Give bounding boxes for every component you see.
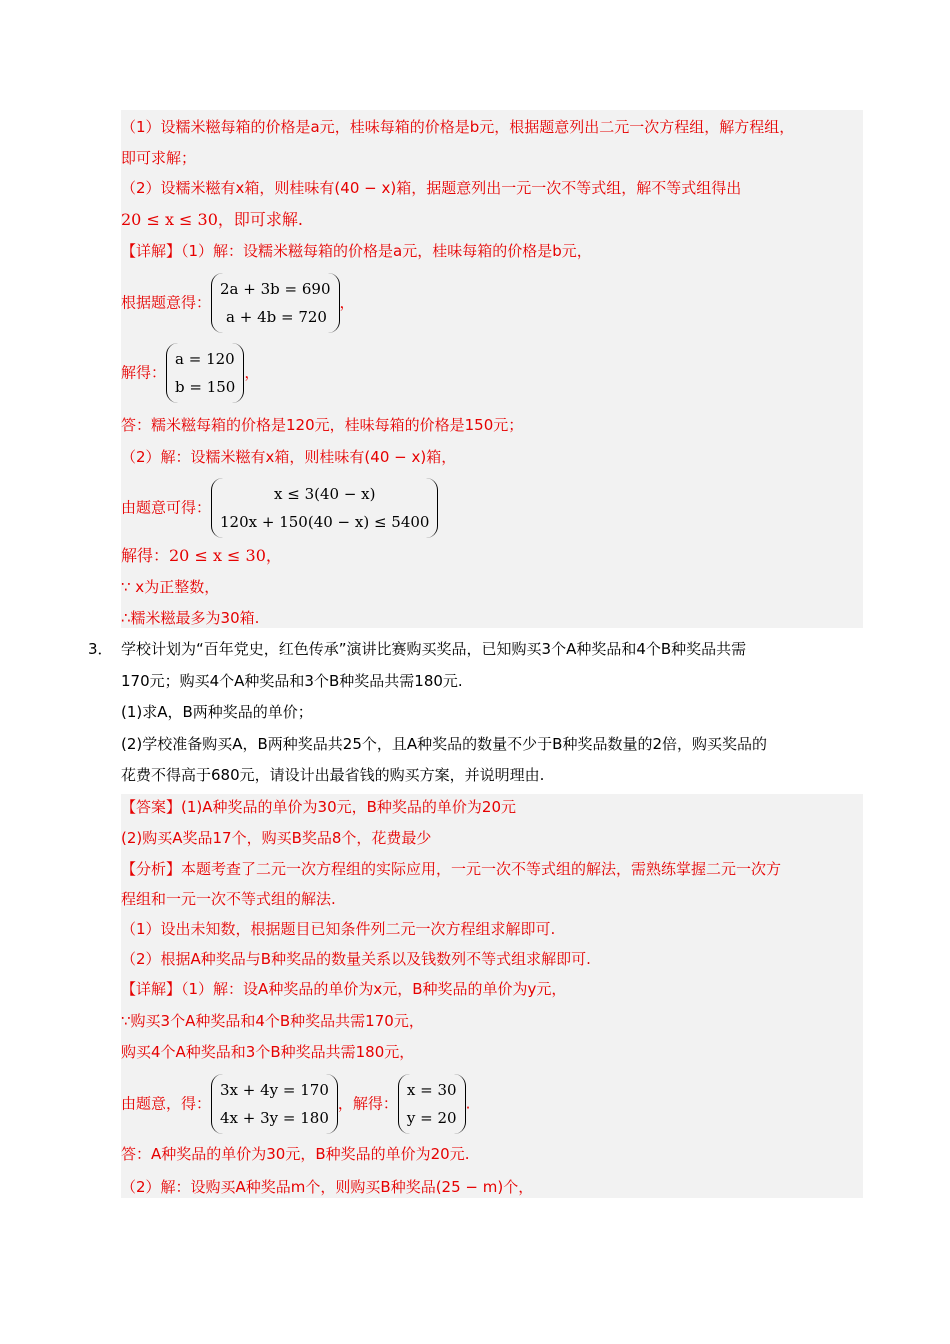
question-3-number: 3．: [88, 640, 113, 658]
question-3-sub-1: (1)求A，B两种奖品的单价；: [121, 703, 313, 721]
analysis-text-1: 本题考查了二元一次方程组的实际应用，一元一次不等式组的解法，需熟练掌握二元一次方: [181, 860, 782, 878]
therefore-line: ∴糯米糍最多为30箱.: [121, 609, 260, 627]
equation-system-1: 根据题意得： 2a + 3b = 690 a + 4b = 720 ，: [121, 272, 355, 333]
solve-label-q3: ，解得：: [337, 1094, 398, 1113]
answer-line-1: 答：糯米糍每箱的价格是120元，桂味每箱的价格是150元；: [121, 416, 524, 434]
analysis-line-1: （1）设糯米糍每箱的价格是a元，桂味每箱的价格是b元，根据题意列出二元一次方程组，解方程组，: [121, 118, 795, 136]
inequality-system: [121, 477, 438, 538]
analysis-line-2: （2）设糯米糍有x箱，则桂味有(40 − x)箱，据题意列出一元一次不等式组，解不等式组得出: [121, 179, 742, 197]
equation-brace-q3: [211, 1074, 338, 1134]
because-line: ∵ x为正整数，: [121, 578, 220, 596]
analysis-text-3: （2）根据A种奖品与B种奖品的数量关系以及钱数列不等式组求解即可.: [121, 950, 591, 968]
detail-text-1: （1）解：设A种奖品的单价为x元，B种奖品的单价为y元，: [181, 980, 567, 998]
detail-line-1: [121, 240, 592, 262]
analysis-line-1b: 即可求解；: [121, 149, 197, 167]
final-answer-1: 答：A种奖品的单价为30元，B种奖品的单价为20元.: [121, 1145, 470, 1163]
equation-label: 根据题意得：: [121, 293, 212, 312]
question-3-stem-2: 170元；购买4个A种奖品和3个B种奖品共需180元.: [121, 672, 463, 690]
solution-row-b: b = 150: [175, 377, 236, 396]
solution-row-y: y = 20: [406, 1108, 457, 1127]
answer-text-2: (2)购买A奖品17个，购买B奖品8个，花费最少: [121, 829, 432, 847]
solution-row-a: a = 120: [175, 349, 235, 368]
question-3-sub-2a: (2)学校准备购买A，B两种奖品共25个，且A种奖品的数量不少于B种奖品数量的2倍，购买奖品的: [121, 735, 767, 753]
equation-brace: [211, 273, 339, 333]
detail-tag: 【详解】: [121, 242, 182, 260]
final-answer-2: （2）解：设购买A种奖品m个，则购买B种奖品(25 − m)个，: [121, 1178, 534, 1196]
detail-text-3: 购买4个A种奖品和3个B种奖品共需180元，: [121, 1043, 415, 1061]
detail-tag-q3: 【详解】: [121, 980, 182, 998]
answer-tag: 【答案】: [121, 798, 182, 816]
solution-brace-q3: [398, 1074, 466, 1134]
question-3-sub-2b: 花费不得高于680元，请设计出最省钱的购买方案，并说明理由.: [121, 766, 545, 784]
solution-row-x: x = 30: [406, 1080, 457, 1099]
detail-text: （1）解：设糯米糍每箱的价格是a元，桂味每箱的价格是b元，: [181, 242, 592, 260]
inequality-solution: 解得：20 ≤ x ≤ 30，: [121, 546, 282, 565]
equation-row-q3-1: 3x + 4y = 170: [220, 1080, 329, 1099]
detail-text-2: ∵购买3个A种奖品和4个B种奖品共需170元，: [121, 1012, 424, 1030]
inequality-label: 由题意可得：: [121, 498, 212, 517]
analysis-text-1b: 程组和一元一次不等式组的解法.: [121, 890, 336, 908]
analysis-text-2: （1）设出未知数，根据题目已知条件列二元一次方程组求解即可.: [121, 920, 556, 938]
analysis-tag: 【分析】: [121, 860, 182, 878]
inequality-row-2: 120x + 150(40 − x) ≤ 5400: [220, 512, 430, 531]
equation-row-q3-2: 4x + 3y = 180: [220, 1108, 329, 1127]
equation-row-2: a + 4b = 720: [226, 307, 327, 326]
question-3-stem-1: 学校计划为“百年党史，红色传承”演讲比赛购买奖品，已知购买3个A种奖品和4个B种奖品共需: [121, 640, 747, 658]
equation-row-1: 2a + 3b = 690: [220, 279, 331, 298]
solve-label: 解得：: [121, 363, 167, 382]
inequality-row-1: x ≤ 3(40 − x): [274, 484, 376, 503]
answer-text-1: (1)A种奖品的单价为30元，B种奖品的单价为20元: [181, 798, 516, 816]
analysis-line-2b: 20 ≤ x ≤ 30，即可求解.: [121, 210, 303, 229]
analysis-line: [121, 858, 781, 880]
solution-brace: [166, 343, 244, 403]
answer-line: [121, 796, 516, 818]
part2-line: （2）解：设糯米糍有x箱，则桂味有(40 − x)箱，: [121, 448, 457, 466]
inequality-brace: [211, 478, 438, 538]
solution-system-1: 解得： a = 120 b = 150 ，: [121, 342, 259, 403]
detail-line: [121, 978, 566, 1000]
equation-label-q3: 由题意，得：: [121, 1094, 212, 1113]
equation-system-q3: 由题意，得： 3x + 4y = 170 4x + 3y = 180 ，解得： x = 30 y = 20 .: [121, 1073, 470, 1134]
